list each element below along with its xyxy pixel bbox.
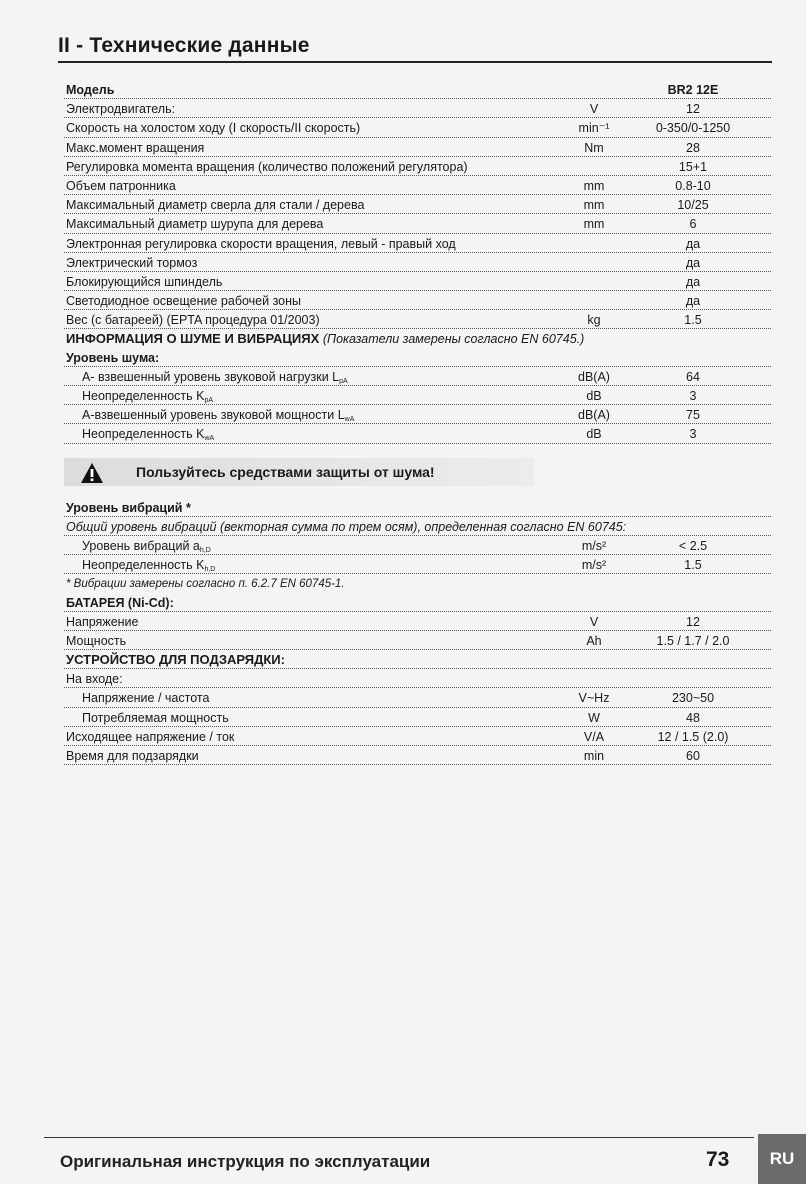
row-label: Исходящее напряжение / ток bbox=[66, 729, 235, 744]
row-unit: m/s² bbox=[581, 538, 607, 553]
row-value: 48 bbox=[686, 710, 700, 725]
battery-heading: БАТАРЕЯ (Ni-Cd): bbox=[66, 595, 174, 610]
row-label-subscript: h,D bbox=[204, 566, 216, 574]
vibration-footnote-row bbox=[64, 574, 771, 592]
charger-heading: УСТРОЙСТВО ДЛЯ ПОДЗАРЯДКИ: bbox=[66, 652, 285, 668]
row-unit: mm bbox=[583, 178, 605, 193]
table-row bbox=[64, 234, 771, 253]
table-row bbox=[64, 176, 771, 195]
row-label-subscript: pA bbox=[204, 397, 214, 404]
row-value: 3 bbox=[689, 427, 697, 442]
row-unit: dB(A) bbox=[578, 408, 610, 423]
warning-text: Пользуйтесь средствами защиты от шума! bbox=[136, 463, 435, 480]
row-value: да bbox=[685, 274, 701, 289]
vibration-description: Общий уровень вибраций (векторная сумма по трем осям), определенная согласно EN 60745: bbox=[66, 519, 627, 534]
row-unit: min⁻¹ bbox=[578, 121, 610, 136]
row-label: Напряжение / частота bbox=[82, 691, 210, 706]
row-value: 6 bbox=[689, 217, 697, 232]
battery-heading-row bbox=[64, 593, 771, 612]
charger-input-row bbox=[64, 669, 771, 688]
row-value: 10/25 bbox=[677, 198, 709, 213]
row-unit: mm bbox=[583, 198, 605, 213]
row-value: 64 bbox=[686, 369, 700, 384]
model-row bbox=[64, 80, 771, 99]
row-unit: V bbox=[589, 614, 599, 629]
row-value: 0.8-10 bbox=[675, 178, 711, 193]
model-label: Модель bbox=[66, 83, 115, 97]
row-label: Напряжение bbox=[66, 614, 139, 629]
table-row bbox=[64, 138, 771, 157]
table-row bbox=[64, 405, 771, 424]
row-label: Электродвигатель: bbox=[66, 102, 176, 117]
table-row bbox=[64, 367, 771, 386]
table-row bbox=[64, 386, 771, 405]
row-label-subscript: pA bbox=[339, 377, 348, 385]
table-row bbox=[64, 291, 771, 310]
noise-heading-note: (Показатели замерены согласно EN 60745.) bbox=[322, 332, 585, 347]
row-unit: V/A bbox=[583, 729, 605, 744]
row-label: Неопределенность $K_{h,D}$ bbox=[82, 558, 216, 574]
charger-input-label: На входе: bbox=[66, 672, 123, 687]
table-row bbox=[64, 118, 771, 137]
table-row bbox=[64, 536, 771, 555]
row-value: да bbox=[685, 294, 701, 309]
noise-heading-row bbox=[64, 329, 771, 347]
row-label: Регулировка момента вращения (количество положений регулятора) bbox=[66, 159, 468, 174]
row-label: Мощность bbox=[66, 633, 127, 648]
vibration-heading: Уровень вибраций * bbox=[66, 500, 191, 515]
row-label: Скорость на холостом ходу (I скорость/II скорость) bbox=[66, 121, 361, 136]
row-unit: m/s² bbox=[581, 558, 607, 573]
language-tab: RU bbox=[758, 1134, 806, 1184]
title-divider bbox=[58, 61, 772, 63]
row-unit: mm bbox=[583, 217, 605, 232]
noise-heading: ИНФОРМАЦИЯ О ШУМЕ И ВИБРАЦИЯХ bbox=[66, 331, 320, 347]
row-unit: V~Hz bbox=[578, 691, 610, 706]
noise-warning bbox=[64, 452, 771, 492]
row-value: 15+1 bbox=[678, 159, 708, 174]
table-row bbox=[64, 631, 771, 650]
row-value: 12 bbox=[686, 102, 700, 117]
vibration-heading-row bbox=[64, 498, 771, 517]
row-value: 1.5 bbox=[684, 558, 702, 573]
row-label-subscript: h,D bbox=[199, 546, 211, 554]
row-label-subscript: wA bbox=[204, 435, 215, 443]
row-unit: Ah bbox=[586, 633, 602, 648]
row-value: 230~50 bbox=[671, 691, 715, 706]
warning-icon bbox=[80, 462, 104, 484]
row-value: 75 bbox=[686, 408, 700, 423]
row-label: Неопределенность $K_{pA}$ bbox=[82, 389, 214, 404]
charger-heading-row bbox=[64, 650, 771, 669]
table-row bbox=[64, 214, 771, 233]
table-row bbox=[64, 612, 771, 631]
footer-divider bbox=[44, 1137, 754, 1138]
table-row bbox=[64, 195, 771, 214]
row-label: Блокирующийся шпиндель bbox=[66, 274, 223, 289]
row-value: 12 bbox=[686, 614, 700, 629]
table-row bbox=[64, 708, 771, 727]
row-value: 60 bbox=[686, 749, 700, 763]
table-row bbox=[64, 272, 771, 291]
row-label: Светодиодное освещение рабочей зоны bbox=[66, 294, 302, 309]
row-unit: dB bbox=[586, 427, 602, 442]
row-value: 0-350/0-1250 bbox=[655, 121, 731, 136]
table-row bbox=[64, 253, 771, 272]
row-label: A- взвешенный уровень звуковой нагрузки $L_{pA}$ bbox=[82, 369, 348, 385]
row-unit: Nm bbox=[584, 140, 604, 155]
page-title: II - Технические данные bbox=[58, 34, 310, 57]
row-label: Потребляемая мощность bbox=[82, 710, 229, 725]
spec-table bbox=[64, 80, 771, 765]
footer-title: Оригинальная инструкция по эксплуатации bbox=[60, 1152, 431, 1171]
row-label: Максимальный диаметр сверла для стали / дерева bbox=[66, 198, 365, 213]
row-value: 3 bbox=[689, 389, 697, 403]
row-label: Макс.момент вращения bbox=[66, 140, 205, 155]
table-row bbox=[64, 555, 771, 574]
table-row bbox=[64, 157, 771, 176]
vibration-footnote: * Вибрации замерены согласно п. 6.2.7 EN 60745-1. bbox=[66, 578, 345, 591]
row-value: да bbox=[685, 255, 701, 270]
row-unit: dB(A) bbox=[578, 369, 610, 384]
noise-level-label: Уровень шума: bbox=[66, 350, 160, 365]
row-unit: V bbox=[589, 102, 599, 117]
page-number: 73 bbox=[706, 1148, 730, 1171]
row-value: < 2.5 bbox=[678, 538, 708, 553]
row-label: Уровень вибраций $a_{h,D}$ bbox=[82, 538, 211, 554]
row-value: да bbox=[685, 236, 701, 251]
row-label-subscript: wA bbox=[344, 416, 355, 424]
table-row bbox=[64, 746, 771, 765]
row-label: Электрический тормоз bbox=[66, 255, 198, 270]
row-unit: W bbox=[588, 710, 600, 725]
table-row bbox=[64, 424, 771, 443]
row-value: 1.5 / 1.7 / 2.0 bbox=[656, 633, 730, 648]
row-unit: dB bbox=[586, 389, 602, 403]
row-label: A-взвешенный уровень звуковой мощности $L_{wA}$ bbox=[82, 408, 355, 424]
table-row bbox=[64, 688, 771, 707]
row-label: Вес (с батареей) (EPTA процедура 01/2003) bbox=[66, 313, 320, 328]
row-value: 12 / 1.5 (2.0) bbox=[657, 729, 729, 744]
row-value: 1.5 bbox=[684, 313, 702, 328]
row-label: Максимальный диаметр шурупа для дерева bbox=[66, 217, 324, 232]
table-row bbox=[64, 310, 771, 329]
row-label: Объем патронника bbox=[66, 178, 176, 193]
row-value: 28 bbox=[686, 140, 700, 155]
table-row bbox=[64, 727, 771, 746]
row-unit: kg bbox=[587, 313, 601, 328]
row-label: Электронная регулировка скорости вращения, левый - правый ход bbox=[66, 236, 456, 251]
row-unit: min bbox=[583, 749, 605, 763]
table-row bbox=[64, 99, 771, 118]
row-label: Неопределенность $K_{wA}$ bbox=[82, 427, 215, 443]
vibration-description-row bbox=[64, 517, 771, 536]
model-value: BR2 12E bbox=[667, 83, 719, 97]
row-label: Время для подзарядки bbox=[66, 749, 199, 763]
noise-level-row bbox=[64, 348, 771, 367]
